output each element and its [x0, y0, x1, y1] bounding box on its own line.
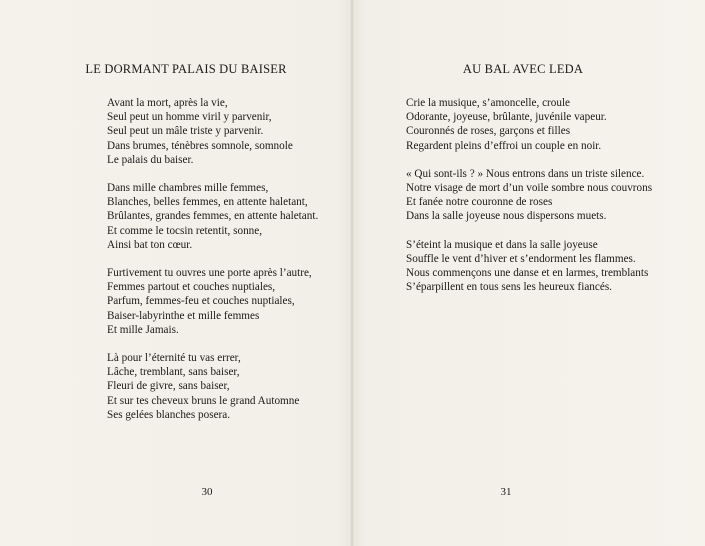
left-page: [0, 0, 352, 546]
poem-title: AU BAL AVEC LEDA: [462, 62, 584, 76]
stanza: [107, 96, 318, 167]
verse-line: Dans la salle joyeuse nous dispersons muets.: [406, 210, 607, 223]
verse-line: Brûlantes, grandes femmes, en attente haletant.: [107, 210, 319, 223]
verse-line: Ainsi bat ton cœur.: [107, 238, 193, 251]
verse-line: Souffle le vent d’hiver et s’endorment les flammes.: [406, 252, 636, 265]
poem-text: [406, 96, 652, 308]
verse-line: Et mille Jamais.: [107, 323, 179, 336]
verse-line: Notre visage de mort d’un voile sombre nous couvrons: [406, 182, 653, 195]
page-number: 31: [500, 486, 512, 498]
verse-line: Lâche, tremblant, sans baiser,: [107, 366, 240, 379]
verse-line: « Qui sont-ils ? » Nous entrons dans un triste silence.: [406, 167, 645, 180]
verse-line: Dans mille chambres mille femmes,: [107, 182, 269, 195]
verse-line: Odorante, joyeuse, brûlante, juvénile vapeur.: [406, 111, 607, 124]
stanza: [406, 167, 652, 224]
verse-line: Là pour l’éternité tu vas errer,: [107, 352, 241, 365]
verse-line: Regardent pleins d’effroi un couple en noir.: [406, 139, 602, 152]
verse-line: Seul peut un homme viril y parvenir,: [107, 111, 272, 124]
verse-line: Couronnés de roses, garçons et filles: [406, 125, 571, 138]
verse-line: S’éparpillent en tous sens les heureux fiancés.: [406, 281, 612, 294]
verse-line: Et comme le tocsin retentit, sonne,: [107, 224, 263, 237]
verse-line: Crie la musique, s’amoncelle, croule: [406, 97, 571, 109]
verse-line: Ses gelées blanches posera.: [107, 408, 231, 421]
verse-line: Parfum, femmes-feu et couches nuptiales,: [107, 295, 295, 308]
verse-line: Et sur tes cheveux bruns le grand Automne: [107, 394, 300, 407]
stanza: [107, 181, 318, 252]
page-number: 30: [201, 486, 213, 498]
verse-line: Dans brumes, ténèbres somnole, somnole: [107, 139, 293, 152]
verse-line: Femmes partout et couches nuptiales,: [107, 281, 276, 294]
verse-line: Baiser-labyrinthe et mille femmes: [107, 309, 260, 322]
poem-title: LE DORMANT PALAIS DU BAISER: [85, 62, 287, 76]
stanza: [406, 238, 652, 295]
stanza: [107, 351, 318, 422]
stanza: [107, 266, 318, 337]
verse-line: Fleuri de givre, sans baiser,: [107, 380, 230, 393]
verse-line: Furtivement tu ouvres une porte après l’autre,: [107, 267, 312, 280]
verse-line: Le palais du baiser.: [107, 153, 194, 166]
right-page: [353, 0, 705, 546]
verse-line: Avant la mort, après la vie,: [107, 97, 228, 109]
verse-line: Et fanée notre couronne de roses: [406, 196, 553, 209]
verse-line: Nous commençons une danse et en larmes, tremblants: [406, 267, 649, 280]
poem-text: [107, 96, 318, 436]
stanza: [406, 96, 652, 153]
verse-line: Blanches, belles femmes, en attente haletant,: [107, 196, 308, 209]
verse-line: Seul peut un mâle triste y parvenir.: [107, 125, 264, 138]
verse-line: S’éteint la musique et dans la salle joyeuse: [406, 238, 598, 251]
